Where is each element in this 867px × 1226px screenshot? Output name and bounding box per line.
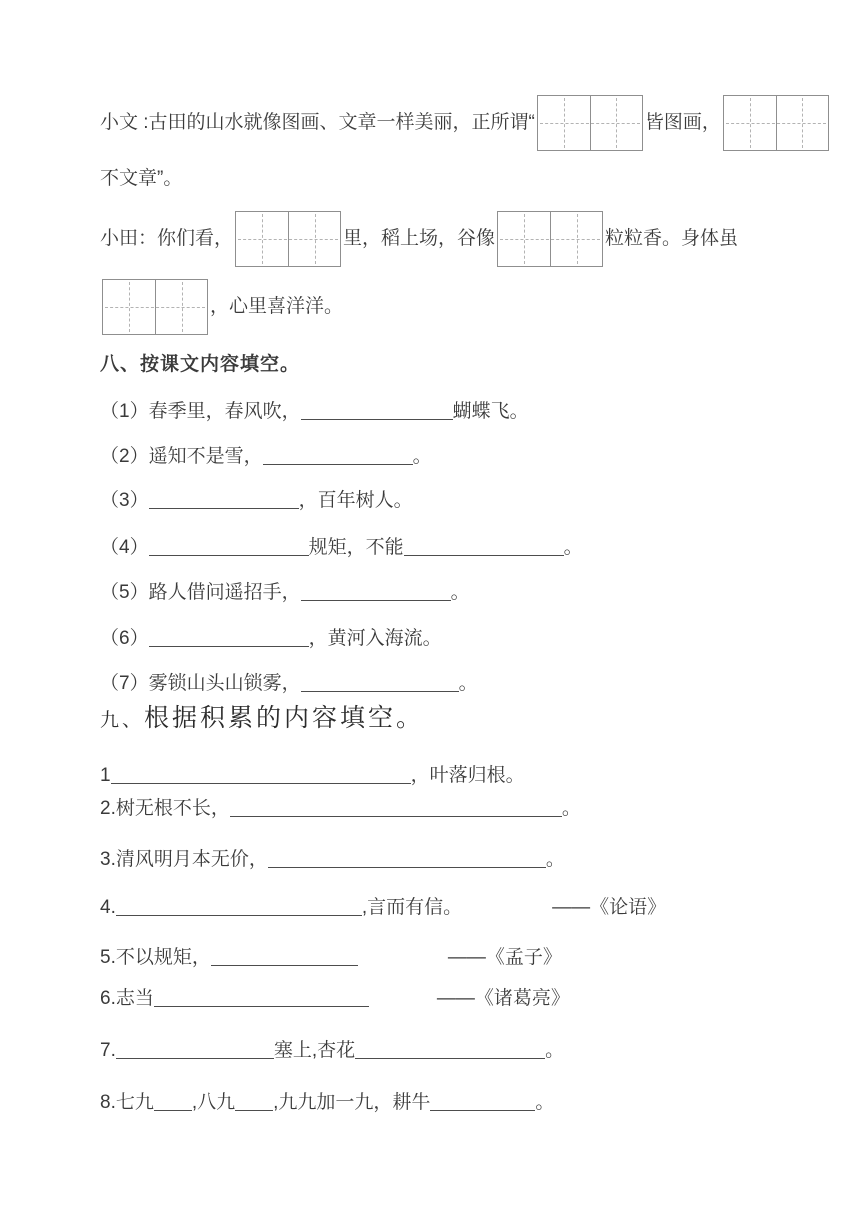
text-run: 。 bbox=[412, 446, 432, 467]
answer-blank-line bbox=[301, 404, 453, 420]
writing-grid-cell bbox=[538, 96, 590, 150]
q9-item-1 bbox=[100, 763, 525, 789]
writing-grid-cell bbox=[155, 280, 207, 334]
answer-blank-line bbox=[268, 852, 546, 868]
text-run: 小文 :古田的山水就像图画、文章一样美丽，正所谓“ bbox=[100, 111, 535, 133]
answer-blank-line bbox=[211, 950, 358, 966]
text-run: 。 bbox=[561, 798, 581, 819]
answer-blank-line bbox=[235, 1095, 273, 1111]
writing-grid-cell bbox=[498, 212, 550, 266]
text-run: 7. bbox=[100, 1040, 116, 1061]
writing-grid-cell bbox=[550, 212, 602, 266]
text-run: ,九九加一九，耕牛 bbox=[273, 1092, 431, 1113]
q8-item-2 bbox=[100, 444, 432, 470]
q9-item-5 bbox=[100, 945, 562, 971]
text-run: ，心里喜洋洋。 bbox=[210, 295, 344, 317]
text-run: 2.树无根不长， bbox=[100, 798, 230, 819]
text-run: 不文章”。 bbox=[100, 168, 183, 189]
text-run: 6.志当 bbox=[100, 988, 154, 1009]
text-run: （7）雾锁山头山锁雾， bbox=[100, 673, 301, 694]
writing-grid-box bbox=[723, 95, 829, 151]
text-run: 规矩，不能 bbox=[308, 537, 404, 558]
dialogue-xiaotian-line-1 bbox=[100, 210, 738, 267]
text-run: 里，稻上场，谷像 bbox=[343, 227, 496, 249]
text-run: （6） bbox=[100, 628, 149, 649]
answer-blank-line bbox=[149, 540, 309, 556]
answer-blank-line bbox=[301, 585, 451, 601]
text-run: ，叶落归根。 bbox=[410, 765, 525, 786]
writing-grid-cell bbox=[590, 96, 642, 150]
text-run: 塞上,杏花 bbox=[273, 1040, 356, 1061]
text-run: 小田：你们看， bbox=[100, 227, 234, 249]
answer-blank-line bbox=[149, 631, 309, 647]
writing-grid-cell bbox=[103, 280, 155, 334]
text-run: 。 bbox=[535, 1092, 555, 1113]
answer-blank-line bbox=[230, 801, 562, 817]
text-run: 九、 bbox=[100, 710, 145, 731]
writing-grid-cell bbox=[236, 212, 288, 266]
text-run: （3） bbox=[100, 490, 149, 511]
text-run: ——《孟子》 bbox=[447, 947, 562, 968]
text-run: ,八九 bbox=[191, 1092, 236, 1113]
q9-item-6 bbox=[100, 986, 570, 1012]
q8-item-3 bbox=[100, 488, 413, 514]
text-run: 。 bbox=[545, 1040, 565, 1061]
text-run: 根据积累的内容填空。 bbox=[144, 705, 425, 732]
text-run: 。 bbox=[458, 673, 478, 694]
text-run: （2）遥知不是雪， bbox=[100, 446, 263, 467]
text-run: 八、按课文内容填空。 bbox=[100, 354, 301, 375]
answer-blank-line bbox=[116, 900, 362, 916]
writing-grid-cell bbox=[288, 212, 340, 266]
spacer bbox=[369, 1003, 437, 1004]
answer-blank-line bbox=[111, 768, 411, 784]
writing-grid-box bbox=[497, 211, 603, 267]
text-run: 8.七九 bbox=[100, 1092, 154, 1113]
text-run: ，黄河入海流。 bbox=[308, 628, 442, 649]
text-run: 。 bbox=[563, 537, 583, 558]
q9-item-4 bbox=[100, 895, 666, 921]
answer-blank-line bbox=[149, 493, 299, 509]
q8-item-4 bbox=[100, 535, 583, 561]
text-run: ，百年树人。 bbox=[298, 490, 413, 511]
answer-blank-line bbox=[116, 1043, 274, 1059]
answer-blank-line bbox=[404, 540, 564, 556]
text-run: 蝴蝶飞。 bbox=[452, 401, 529, 422]
text-run: 。 bbox=[450, 582, 470, 603]
answer-blank-line bbox=[355, 1043, 545, 1059]
q9-item-3 bbox=[100, 847, 565, 873]
text-run: （5）路人借问遥招手， bbox=[100, 582, 301, 603]
text-run: ——《论语》 bbox=[552, 897, 667, 918]
spacer bbox=[358, 962, 448, 963]
q8-item-5 bbox=[100, 580, 470, 606]
q9-item-2 bbox=[100, 796, 581, 822]
q8-item-7 bbox=[100, 671, 478, 697]
answer-blank-line bbox=[263, 449, 413, 465]
dialogue-xiaowen-line-2 bbox=[100, 166, 182, 192]
writing-grid-box bbox=[235, 211, 341, 267]
text-run: 5.不以规矩， bbox=[100, 947, 211, 968]
q9-item-7 bbox=[100, 1038, 564, 1064]
section-8-heading bbox=[100, 352, 300, 378]
writing-grid-box bbox=[102, 279, 208, 335]
spacer bbox=[462, 912, 552, 913]
text-run: ,言而有信。 bbox=[361, 897, 463, 918]
dialogue-xiaotian-line-2 bbox=[100, 278, 343, 335]
q8-item-1 bbox=[100, 399, 529, 425]
text-run: 1 bbox=[100, 765, 111, 786]
text-run: （4） bbox=[100, 537, 149, 558]
text-run: 皆图画， bbox=[644, 111, 721, 133]
answer-blank-line bbox=[154, 991, 369, 1007]
writing-grid-box bbox=[537, 95, 643, 151]
writing-grid-cell bbox=[724, 96, 776, 150]
text-run: 3.清风明月本无价， bbox=[100, 849, 268, 870]
text-run: （1）春季里，春风吹， bbox=[100, 401, 301, 422]
answer-blank-line bbox=[430, 1095, 535, 1111]
answer-blank-line bbox=[154, 1095, 192, 1111]
text-run: 粒粒香。身体虽 bbox=[605, 227, 739, 249]
writing-grid-cell bbox=[776, 96, 828, 150]
q9-item-8 bbox=[100, 1090, 554, 1116]
q8-item-6 bbox=[100, 626, 442, 652]
text-run: 4. bbox=[100, 897, 116, 918]
section-9-heading bbox=[100, 706, 424, 734]
text-run: 。 bbox=[545, 849, 565, 870]
answer-blank-line bbox=[301, 676, 459, 692]
text-run: ——《诸葛亮》 bbox=[436, 988, 570, 1009]
dialogue-xiaowen-line-1 bbox=[100, 94, 831, 151]
